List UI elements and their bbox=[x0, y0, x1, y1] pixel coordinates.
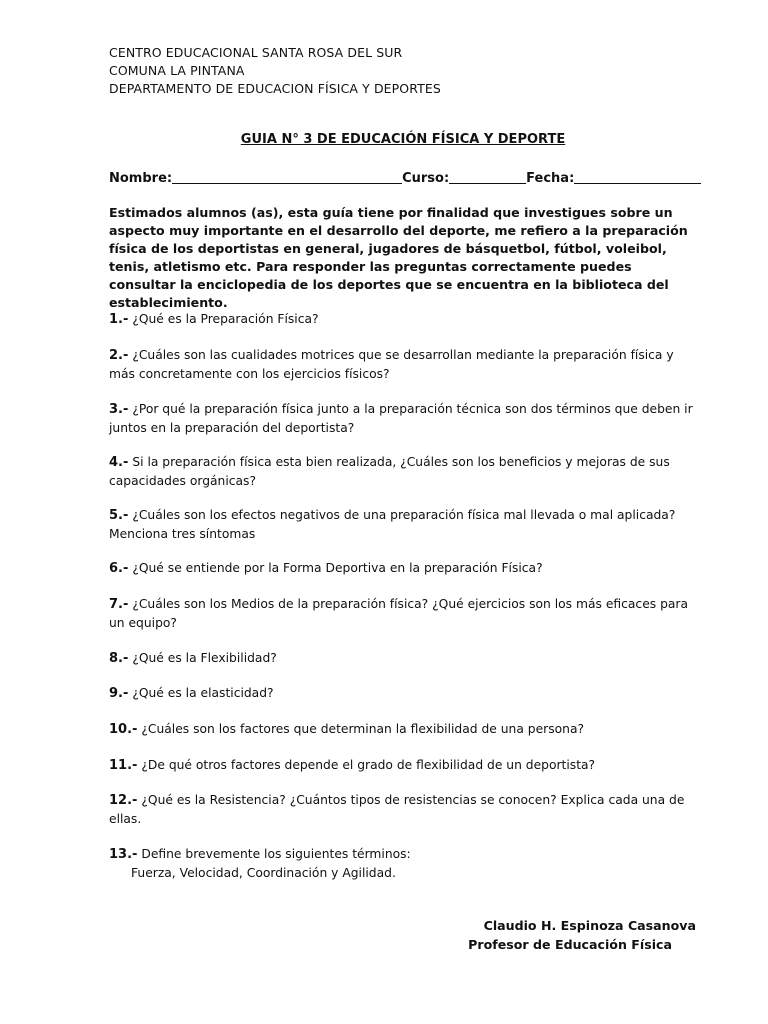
question-text: ¿Qué es la Resistencia? ¿Cuántos tipos de resistencias se conocen? Explica cada una de ellas. bbox=[109, 793, 685, 826]
worksheet-title: GUIA N° 3 DE EDUCACIÓN FÍSICA Y DEPORTE bbox=[240, 132, 566, 147]
question-item bbox=[109, 506, 699, 543]
question-item bbox=[109, 756, 699, 775]
question-text: ¿Cuáles son las cualidades motrices que se desarrollan mediante la preparación física y más concretamente con los ejercicios físicos? bbox=[109, 348, 674, 381]
question-item bbox=[109, 310, 699, 329]
department-name: DEPARTAMENTO DE EDUCACION FÍSICA Y DEPORTES bbox=[109, 81, 441, 96]
question-number: 4.- bbox=[109, 455, 129, 470]
question-number: 9.- bbox=[109, 686, 129, 701]
question-number: 11.- bbox=[109, 758, 138, 773]
teacher-role: Profesor de Educación Física bbox=[468, 937, 672, 952]
question-subtext: Fuerza, Velocidad, Coordinación y Agilidad. bbox=[131, 866, 396, 880]
question-text: ¿Qué es la Flexibilidad? bbox=[132, 651, 277, 665]
question-number: 1.- bbox=[109, 312, 129, 327]
intro-paragraph: Estimados alumnos (as), esta guía tiene por finalidad que investigues sobre un aspecto muy importante en el desarrollo del deporte, me refiero a la preparación física de los deportistas en general, jugadores de básquetbol, fútbol, voleibol, tenis, atletismo etc. Para responder las preguntas correctamente puedes consultar la enciclopedia de los deportes que se encuentra en la biblioteca del establecimiento. bbox=[109, 205, 688, 310]
date-line bbox=[574, 169, 701, 184]
question-item bbox=[109, 559, 699, 578]
question-number: 3.- bbox=[109, 402, 129, 417]
question-item bbox=[109, 453, 699, 490]
school-name: CENTRO EDUCACIONAL SANTA ROSA DEL SUR bbox=[109, 45, 403, 60]
question-item bbox=[109, 400, 699, 437]
question-number: 13.- bbox=[109, 847, 138, 862]
question-item bbox=[109, 791, 699, 828]
question-text: ¿Cuáles son los Medios de la preparación física? ¿Qué ejercicios son los más eficaces para un equipo? bbox=[109, 597, 689, 630]
school-header bbox=[109, 44, 441, 98]
question-item bbox=[109, 720, 699, 739]
question-text: ¿Cuáles son los efectos negativos de una preparación física mal llevada o mal aplicada? Menciona tres síntomas bbox=[109, 508, 676, 541]
question-item bbox=[109, 346, 699, 383]
course-line bbox=[449, 169, 526, 184]
question-text: ¿Qué se entiende por la Forma Deportiva en la preparación Física? bbox=[132, 561, 543, 575]
student-fields bbox=[109, 169, 701, 186]
question-number: 2.- bbox=[109, 348, 129, 363]
question-number: 10.- bbox=[109, 722, 138, 737]
course-label: Curso: bbox=[402, 171, 450, 186]
question-item bbox=[109, 595, 699, 632]
question-text: ¿Cuáles son los factores que determinan la flexibilidad de una persona? bbox=[141, 722, 585, 736]
signature-block bbox=[468, 916, 696, 954]
question-item bbox=[109, 649, 699, 668]
commune-name: COMUNA LA PINTANA bbox=[109, 63, 245, 78]
question-number: 7.- bbox=[109, 597, 129, 612]
question-text: Si la preparación física esta bien realizada, ¿Cuáles son los beneficios y mejoras de sus capacidades orgánicas? bbox=[109, 455, 670, 488]
question-text: ¿De qué otros factores depende el grado de flexibilidad de un deportista? bbox=[141, 758, 596, 772]
teacher-name: Claudio H. Espinoza Casanova bbox=[483, 918, 696, 933]
question-item bbox=[109, 845, 699, 882]
question-text: ¿Qué es la Preparación Física? bbox=[132, 312, 319, 326]
question-number: 12.- bbox=[109, 793, 138, 808]
question-text: ¿Qué es la elasticidad? bbox=[132, 686, 274, 700]
question-number: 6.- bbox=[109, 561, 129, 576]
name-line bbox=[172, 169, 402, 184]
question-item bbox=[109, 684, 699, 703]
question-number: 8.- bbox=[109, 651, 129, 666]
question-number: 5.- bbox=[109, 508, 129, 523]
name-label: Nombre: bbox=[109, 171, 173, 186]
question-text: Define brevemente los siguientes términos: bbox=[141, 847, 411, 861]
date-label: Fecha: bbox=[526, 171, 575, 186]
question-text: ¿Por qué la preparación física junto a la preparación técnica son dos términos que deben ir juntos en la preparación del deportista? bbox=[109, 402, 693, 435]
